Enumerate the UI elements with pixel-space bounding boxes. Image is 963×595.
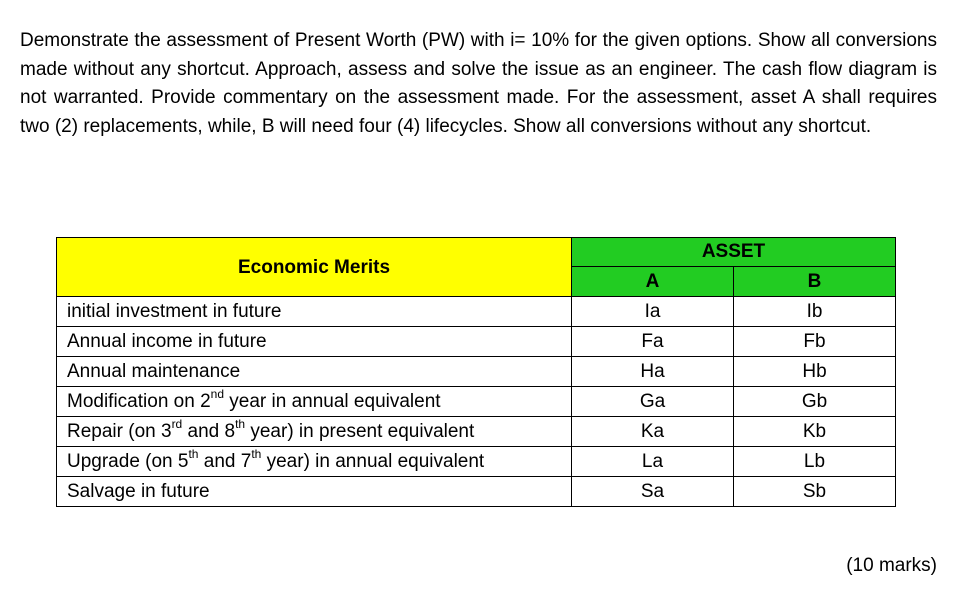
value-a: Ia bbox=[572, 297, 734, 327]
row-label: Annual income in future bbox=[57, 327, 572, 357]
value-a: Ga bbox=[572, 387, 734, 417]
value-b: Hb bbox=[734, 357, 896, 387]
value-a: Ka bbox=[572, 417, 734, 447]
table-row bbox=[57, 297, 896, 327]
marks-label: (10 marks) bbox=[846, 555, 937, 576]
asset-a-header: A bbox=[572, 267, 734, 297]
row-label: Upgrade (on 5th and 7th year) in annual equivalent bbox=[57, 447, 572, 477]
asset-b-header: B bbox=[734, 267, 896, 297]
table-row bbox=[57, 447, 896, 477]
table-row bbox=[57, 327, 896, 357]
table-row bbox=[57, 477, 896, 507]
table-row bbox=[57, 357, 896, 387]
value-a: La bbox=[572, 447, 734, 477]
value-b: Fb bbox=[734, 327, 896, 357]
row-label: Salvage in future bbox=[57, 477, 572, 507]
value-a: Ha bbox=[572, 357, 734, 387]
value-b: Kb bbox=[734, 417, 896, 447]
value-a: Fa bbox=[572, 327, 734, 357]
table-row bbox=[57, 387, 896, 417]
economic-merits-table bbox=[56, 237, 896, 507]
value-a: Sa bbox=[572, 477, 734, 507]
value-b: Ib bbox=[734, 297, 896, 327]
economic-merits-header: Economic Merits bbox=[57, 238, 572, 297]
asset-header: ASSET bbox=[572, 238, 896, 267]
row-label: Annual maintenance bbox=[57, 357, 572, 387]
value-b: Sb bbox=[734, 477, 896, 507]
row-label: initial investment in future bbox=[57, 297, 572, 327]
row-label: Modification on 2nd year in annual equivalent bbox=[57, 387, 572, 417]
value-b: Lb bbox=[734, 447, 896, 477]
table-row bbox=[57, 417, 896, 447]
question-text: Demonstrate the assessment of Present Worth (PW) with i= 10% for the given options. Show all conversions made without any shortcut. Approach, assess and solve the issue as an engineer. The cash flow diagram is not warranted. Provide commentary on the assessment made. For the assessment, asset A shall requires two (2) replacements, while, B will need four (4) lifecycles. Show all conversions without any shortcut. bbox=[20, 30, 937, 137]
value-b: Gb bbox=[734, 387, 896, 417]
row-label: Repair (on 3rd and 8th year) in present equivalent bbox=[57, 417, 572, 447]
